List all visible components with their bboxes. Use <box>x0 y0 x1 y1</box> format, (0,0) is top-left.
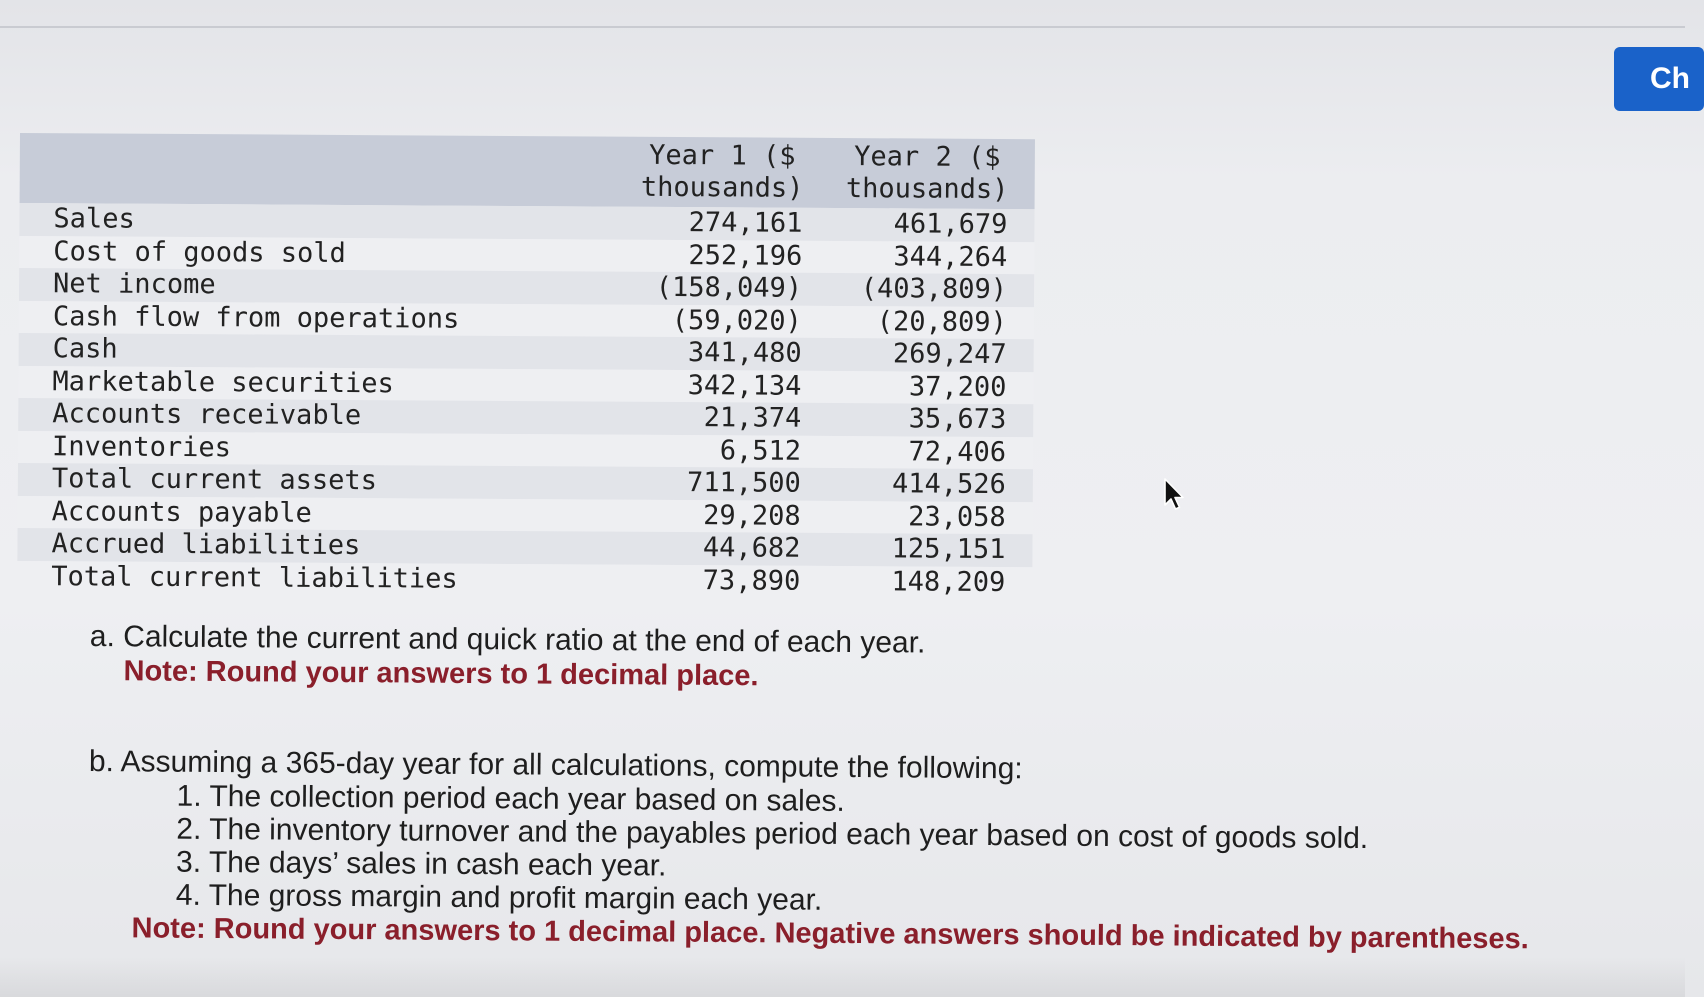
year-1-value: 44,682 <box>702 532 801 564</box>
table-row <box>17 560 1032 599</box>
year-1-value: 6,512 <box>719 434 802 467</box>
year-2-value: 72,406 <box>908 435 1007 468</box>
year-2-value: 461,679 <box>893 208 1008 241</box>
year-2-value: 414,526 <box>891 468 1006 501</box>
row-label: Marketable securities <box>52 365 394 399</box>
year-1-value: 274,161 <box>688 207 803 239</box>
row-label: Total current assets <box>51 463 378 497</box>
table-header <box>20 133 1035 209</box>
list-item: 1. The collection period each year based on sales. <box>176 779 845 818</box>
year-2-value: 125,151 <box>891 533 1006 566</box>
header-year-2-line-1: Year 2 ($ <box>854 141 1001 173</box>
header-label-spacer <box>20 133 620 207</box>
question-b-text: b. Assuming a 365-day year for all calculations, compute the following: <box>88 744 1023 786</box>
year-1-value: (158,049) <box>655 271 803 304</box>
year-1-value: 342,134 <box>687 369 802 402</box>
year-2-value: (403,809) <box>860 273 1008 306</box>
list-item: 4. The gross margin and profit margin each year. <box>175 878 823 917</box>
top-divider <box>0 26 1685 28</box>
row-label: Accounts payable <box>51 495 312 529</box>
mouse-pointer-icon <box>1163 478 1187 514</box>
year-1-value: 252,196 <box>688 239 803 272</box>
question-b-note: Note: Round your answers to 1 decimal place. Negative answers should be indicated by parentheses. <box>131 912 1529 956</box>
year-2-value: 269,247 <box>892 338 1007 371</box>
row-label: Sales <box>53 203 135 235</box>
list-item: 2. The inventory turnover and the payables period each year based on cost of goods sold. <box>176 812 1369 856</box>
year-1-value: 341,480 <box>687 337 802 369</box>
question-a-note: Note: Round your answers to 1 decimal place. <box>123 655 759 693</box>
question-b-list <box>88 779 1649 923</box>
row-label: Accrued liabilities <box>51 528 361 562</box>
question-instructions <box>87 620 1650 957</box>
year-2-value: 23,058 <box>908 500 1006 533</box>
row-label: Inventories <box>51 430 231 463</box>
year-2-value: (20,809) <box>876 305 1007 338</box>
header-year-2 <box>825 138 1030 209</box>
row-label: Cash <box>52 333 118 365</box>
year-1-value: 21,374 <box>703 402 802 434</box>
year-1-value: 29,208 <box>703 499 801 532</box>
bottom-shade <box>0 957 1685 997</box>
question-a-text: a. Calculate the current and quick ratio at the end of each year. <box>89 620 926 660</box>
header-year-1 <box>620 137 825 208</box>
year-1-value: 73,890 <box>702 564 801 597</box>
row-label: Cost of goods sold <box>53 235 346 269</box>
year-2-value: 344,264 <box>893 240 1008 273</box>
row-label: Accounts receivable <box>52 398 362 432</box>
row-label: Total current liabilities <box>51 560 458 595</box>
year-2-value: 148,209 <box>891 565 1006 598</box>
row-label: Net income <box>52 268 216 301</box>
year-1-value: (59,020) <box>671 304 802 337</box>
header-year-1-line-1: Year 1 ($ <box>649 139 796 172</box>
row-label: Cash flow from operations <box>52 300 460 335</box>
header-year-1-line-2: thousands) <box>640 171 804 204</box>
financial-data-table <box>17 133 1035 599</box>
year-2-value: 37,200 <box>908 370 1007 403</box>
table-body <box>17 203 1034 599</box>
year-1-value: 711,500 <box>686 467 801 499</box>
year-2-value: 35,673 <box>908 403 1007 436</box>
header-year-2-line-2: thousands) <box>845 173 1009 206</box>
list-item: 3. The days’ sales in cash each year. <box>175 845 667 883</box>
check-button[interactable]: Ch <box>1614 47 1704 111</box>
